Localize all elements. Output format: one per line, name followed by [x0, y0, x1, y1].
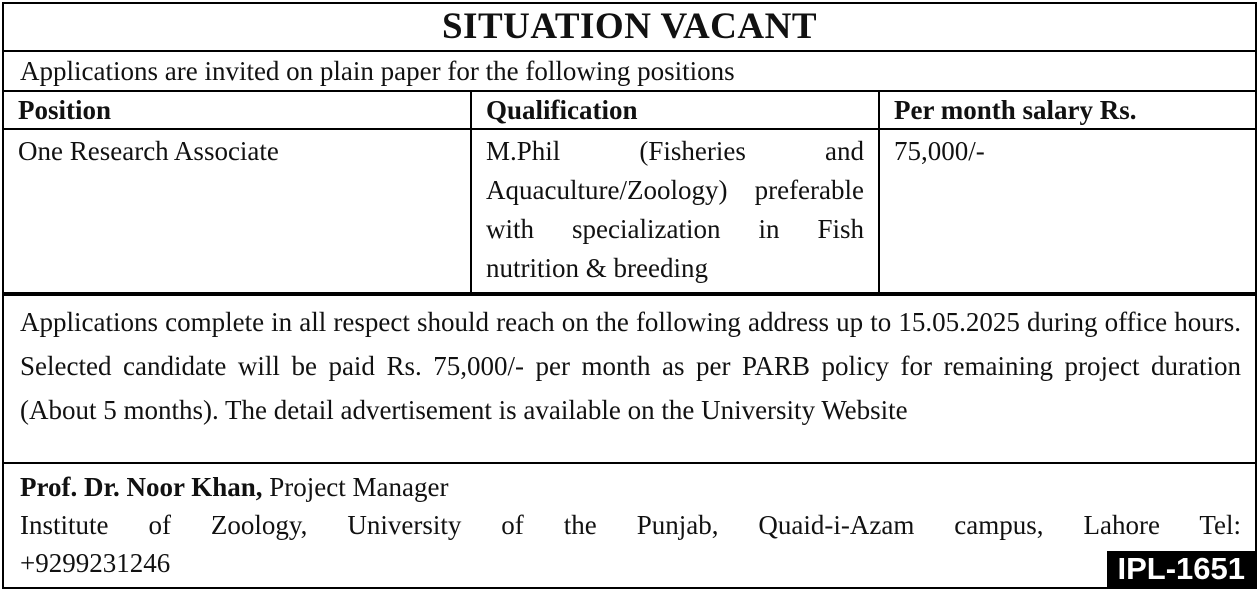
- table-header-row: [4, 92, 1255, 129]
- contact-line: [20, 468, 1241, 506]
- salary-cell: 75,000/-: [894, 136, 985, 166]
- ad-title: SITUATION VACANT: [4, 4, 1255, 52]
- application-details: Applications complete in all respect should reach on the following address up to 15.05.2025 during office hours. Selected candidate will be paid Rs. 75,000/- per month as per PARB policy for remaining project duration (About 5 months). The detail advertisement is available on the University Website: [4, 294, 1255, 464]
- job-advertisement: [2, 2, 1257, 589]
- ad-code-badge: IPL-1651: [1107, 551, 1255, 587]
- positions-table: [4, 92, 1255, 294]
- invitation-text: Applications are invited on plain paper for the following positions: [4, 52, 1255, 92]
- position-cell: One Research Associate: [4, 129, 471, 293]
- contact-name: Prof. Dr. Noor Khan,: [20, 472, 263, 502]
- qualification-cell: M.Phil (Fisheries and Aquaculture/Zoology) preferable with specialization in Fish nutrition & breeding: [471, 129, 879, 293]
- header-position: Position: [4, 92, 471, 129]
- header-salary: Per month salary Rs.: [879, 92, 1255, 129]
- header-qualification: Qualification: [471, 92, 879, 129]
- contact-block: [4, 464, 1255, 582]
- contact-role: Project Manager: [269, 472, 449, 502]
- contact-phone: +9299231246: [20, 548, 171, 578]
- table-row: [4, 129, 1255, 293]
- contact-address: Institute of Zoology, University of the Punjab, Quaid-i-Azam campus, Lahore Tel:: [20, 510, 1241, 540]
